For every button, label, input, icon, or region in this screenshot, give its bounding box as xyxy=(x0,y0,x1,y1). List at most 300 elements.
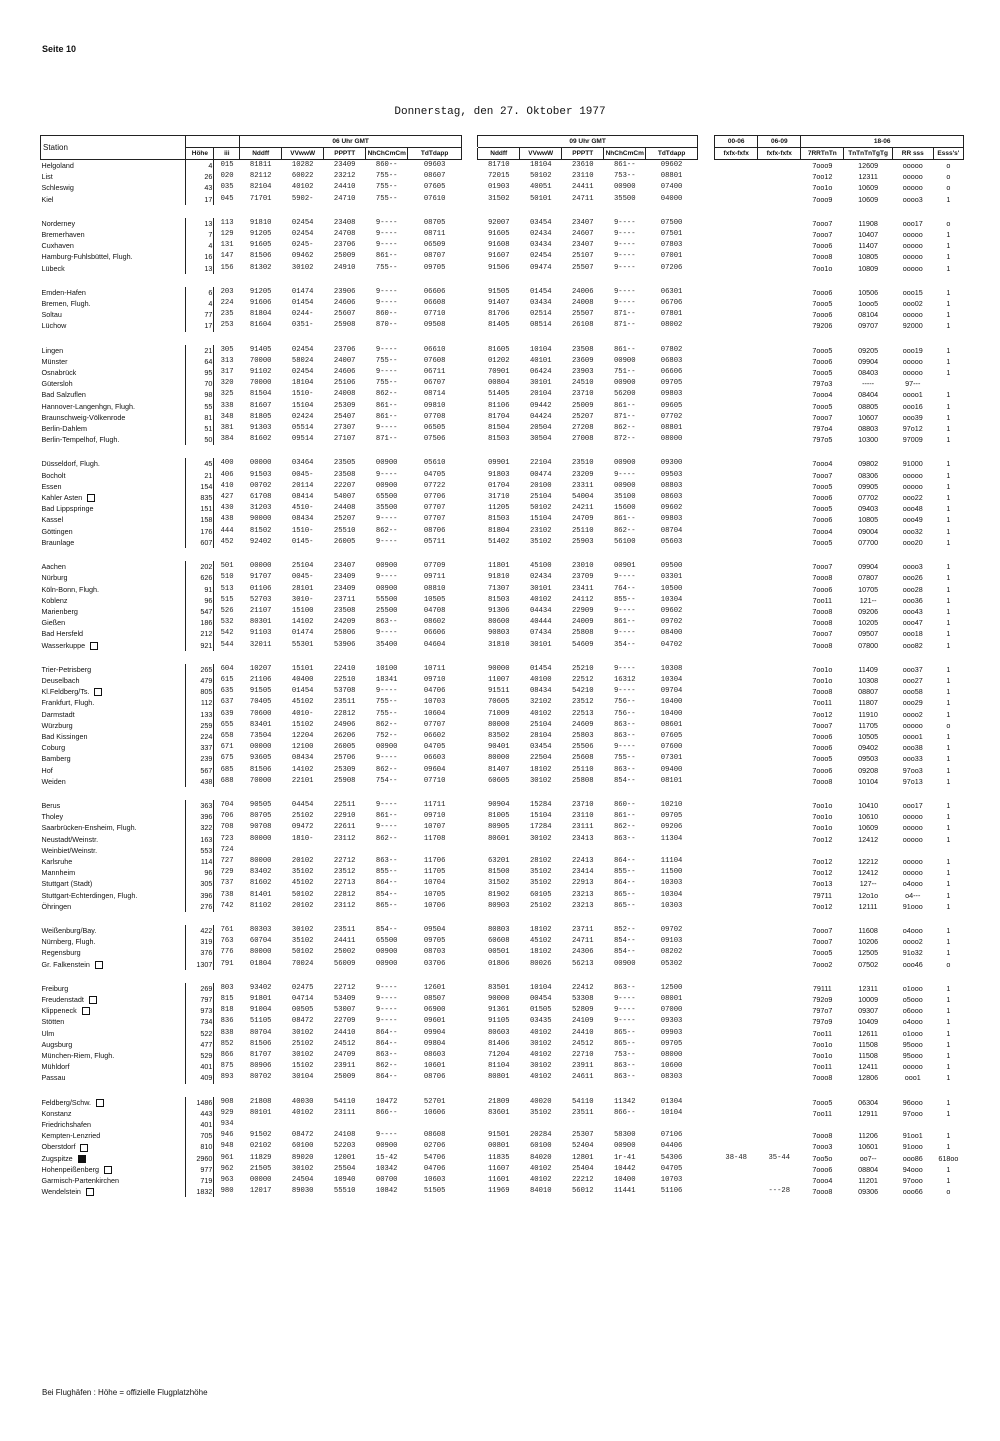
station-hoehe: 239 xyxy=(186,753,214,764)
rr24-value: ooo20 xyxy=(902,537,923,547)
gust-06-09 xyxy=(758,720,801,731)
station-name-cell xyxy=(41,720,186,731)
station-name: Stuttgart-Echterdingen, Flugh. xyxy=(41,890,138,900)
clouds-06 xyxy=(366,1119,408,1130)
tdapp-09: 09300 xyxy=(660,459,683,468)
rr24-value xyxy=(892,1119,933,1130)
tdapp-09: 11500 xyxy=(660,868,683,877)
station-id: 131 xyxy=(220,241,234,250)
nddff-09: 71204 xyxy=(487,1051,510,1060)
clouds-09 xyxy=(604,1119,646,1130)
tdapp-09: 09303 xyxy=(660,1017,683,1026)
ppptt-09: 23710 xyxy=(571,800,594,809)
tdapp-06: 08507 xyxy=(423,995,446,1003)
station-name: München-Riem, Flugh. xyxy=(41,1051,115,1061)
station-name: Zugspitze xyxy=(41,1153,73,1163)
spacer-cell xyxy=(697,1130,714,1141)
spacer-cell xyxy=(697,423,714,434)
station-name: Bad Kissingen xyxy=(41,731,88,741)
vvwww-09 xyxy=(520,1119,562,1130)
tdapp-09: 10400 xyxy=(660,709,683,718)
gust-00-06 xyxy=(715,401,758,412)
spacer-cell xyxy=(697,697,714,708)
station-name-cell xyxy=(41,947,186,958)
ppptt-09: 24609 xyxy=(571,720,594,729)
nddff-09: 81503 xyxy=(487,435,510,444)
gust-00-06 xyxy=(715,606,758,617)
clouds-09: 854-- xyxy=(613,948,636,957)
ppptt-06: 25806 xyxy=(333,629,356,638)
esss-value: 1 xyxy=(946,537,951,547)
station-name-cell xyxy=(41,287,186,298)
vvwww-06: 4010- xyxy=(291,709,314,718)
gust-06-09 xyxy=(758,389,801,400)
ppptt-09: 25110 xyxy=(571,526,594,535)
7rr-value: 7ooo5 xyxy=(812,504,833,514)
ppptt-06: 25607 xyxy=(333,310,356,319)
nddff-09: 11007 xyxy=(487,675,510,684)
nddff-09: 90000 xyxy=(487,664,510,673)
vvwww-06: 02454 xyxy=(291,368,314,377)
gust-06-09 xyxy=(758,1097,801,1108)
station-id: 444 xyxy=(220,526,234,535)
station-hoehe: 55 xyxy=(186,401,214,412)
station-name: Friedrichshafen xyxy=(41,1120,92,1130)
esss-value: 1 xyxy=(946,606,951,616)
station-id: 604 xyxy=(220,664,234,673)
station-name-cell xyxy=(41,1175,186,1186)
gust-00-06 xyxy=(715,367,758,378)
ppptt-09: 54609 xyxy=(571,640,594,649)
esss-value: 1 xyxy=(946,595,951,605)
tdapp-06: 09705 xyxy=(423,263,446,272)
table-row xyxy=(41,947,964,958)
row-spacer xyxy=(41,787,964,800)
7rr-value: 7ooo5 xyxy=(812,481,833,491)
clouds-09: 15600 xyxy=(613,504,636,513)
7rr-value: 7ooo3 xyxy=(812,1142,833,1152)
nddff-06: 82112 xyxy=(249,172,272,181)
gust-06-09 xyxy=(758,345,801,356)
nddff-06: 90000 xyxy=(249,515,272,524)
clouds-06: 9---- xyxy=(375,470,398,479)
rr24-value: ooo86 xyxy=(902,1153,923,1163)
mountain-station-box-icon xyxy=(82,1007,90,1015)
esss-value: 1 xyxy=(946,241,951,251)
ppptt-06: 24108 xyxy=(333,1131,356,1140)
esss-value: 1 xyxy=(946,584,951,594)
tdapp-09: 09704 xyxy=(660,687,683,696)
nddff-06: 80301 xyxy=(249,618,272,627)
nddff-09: 91511 xyxy=(487,687,510,696)
clouds-06: 9---- xyxy=(375,995,398,1003)
header-rr24: RR sss xyxy=(892,148,933,160)
clouds-09: 863-- xyxy=(613,834,636,843)
ppptt-06: 26005 xyxy=(333,743,356,752)
ppptt-09: 25506 xyxy=(571,743,594,752)
vvwww-09: 30102 xyxy=(529,1062,552,1071)
spacer-cell xyxy=(697,856,714,867)
gust-00-06 xyxy=(715,1072,758,1083)
table-row xyxy=(41,697,964,708)
clouds-09 xyxy=(604,845,646,856)
esss-value: 1 xyxy=(946,629,951,639)
table-row xyxy=(41,983,964,994)
table-row xyxy=(41,229,964,240)
nddff-06: 21106 xyxy=(249,675,272,684)
nddff-06: 81602 xyxy=(249,435,272,444)
7rr-value: 7ooo5 xyxy=(812,345,833,355)
tdapp-06: 06610 xyxy=(423,345,446,354)
station-id: 908 xyxy=(220,1097,234,1106)
rr24-value: o4--- xyxy=(905,890,921,900)
ppptt-09: 23710 xyxy=(571,390,594,399)
esss-value: 1 xyxy=(946,1062,951,1072)
vvwww-09: 08434 xyxy=(529,687,552,696)
rr24-value: 94ooo xyxy=(902,1164,923,1174)
spacer-cell xyxy=(462,1061,478,1072)
station-name: Mühldorf xyxy=(41,1062,70,1072)
vvwww-06: 15100 xyxy=(291,606,314,615)
tdapp-09: 03301 xyxy=(660,573,683,582)
tdapp-06: 08602 xyxy=(423,618,446,627)
esss-value: 1 xyxy=(946,765,951,775)
station-name-cell xyxy=(41,595,186,606)
station-name-cell xyxy=(41,640,186,651)
tmin-value: 08404 xyxy=(858,390,879,400)
rr24-value: 96ooo xyxy=(902,1097,923,1107)
ppptt-06: 25309 xyxy=(333,401,356,410)
clouds-09: 756-- xyxy=(613,709,636,718)
spacer-cell xyxy=(462,947,478,958)
nddff-09: 81704 xyxy=(487,412,510,421)
spacer-cell xyxy=(462,470,478,481)
rr24-value: 91ooo xyxy=(902,1142,923,1152)
nddff-09: 31502 xyxy=(487,879,510,888)
ppptt-06: 25309 xyxy=(333,765,356,774)
station-id: 615 xyxy=(220,675,234,684)
clouds-09: 863-- xyxy=(613,1062,636,1071)
gust-06-09 xyxy=(758,378,801,389)
table-row xyxy=(41,664,964,675)
station-hoehe: 977 xyxy=(186,1164,214,1175)
tdapp-09: 07301 xyxy=(660,754,683,763)
vvwww-09: 04434 xyxy=(529,606,552,615)
gust-06-09 xyxy=(758,514,801,525)
gust-00-06 xyxy=(715,664,758,675)
station-name-cell xyxy=(41,218,186,229)
clouds-06: 15-42 xyxy=(375,1153,398,1162)
7rr-value: 7ooo6 xyxy=(812,241,833,251)
tdapp-09: 10104 xyxy=(660,1108,683,1117)
tdapp-09: 07500 xyxy=(660,218,683,227)
spacer-cell xyxy=(462,218,478,229)
7rr-value: 7ooo9 xyxy=(812,194,833,204)
mountain-station-box-icon xyxy=(86,1188,94,1196)
station-hoehe: 409 xyxy=(186,1072,214,1083)
tdapp-06: 06602 xyxy=(423,731,446,740)
vvwww-06: 89030 xyxy=(291,1187,314,1196)
spacer-cell xyxy=(697,572,714,583)
ppptt-06: 24410 xyxy=(333,1028,356,1037)
nddff-09: 81406 xyxy=(487,1039,510,1048)
vvwww-06: 30102 xyxy=(291,263,314,272)
nddff-09: 91501 xyxy=(487,1131,510,1140)
gust-00-06 xyxy=(715,584,758,595)
tdapp-06: 10606 xyxy=(423,1108,446,1117)
station-name: Öhringen xyxy=(41,901,72,911)
nddff-06: 51105 xyxy=(249,1017,272,1026)
gust-00-06 xyxy=(715,481,758,492)
tmin-value: 08804 xyxy=(858,1164,879,1174)
ppptt-09: 24611 xyxy=(571,1073,594,1082)
station-name: Feldberg/Schw. xyxy=(41,1097,92,1107)
station-name: Wasserkuppe xyxy=(41,640,86,650)
gust-00-06 xyxy=(715,617,758,628)
spacer-cell xyxy=(697,606,714,617)
clouds-06: 00900 xyxy=(375,1142,398,1151)
tmin-value: 10409 xyxy=(858,1017,879,1027)
gust-06-09 xyxy=(758,709,801,720)
station-id: 129 xyxy=(220,230,234,239)
spacer-cell xyxy=(462,731,478,742)
tmin-value: 12311 xyxy=(858,983,878,993)
vvwww-09: 20104 xyxy=(529,390,552,399)
spacer-cell xyxy=(697,171,714,182)
esss-value: o xyxy=(946,161,951,170)
7rr-value: 7ooo6 xyxy=(812,1164,833,1174)
spacer-cell xyxy=(697,800,714,811)
esss-value xyxy=(933,1119,963,1130)
spacer-cell xyxy=(462,345,478,356)
table-row xyxy=(41,1005,964,1016)
nddff-06: 11829 xyxy=(249,1153,272,1162)
gust-00-06 xyxy=(715,240,758,251)
esss-value: 1 xyxy=(946,709,951,719)
vvwww-06: 05514 xyxy=(291,424,314,433)
station-name-cell xyxy=(41,628,186,639)
nddff-06: 00000 xyxy=(249,1176,272,1185)
vvwww-06: 18104 xyxy=(291,379,314,388)
clouds-09: 866-- xyxy=(613,1108,636,1117)
clouds-06: 35400 xyxy=(375,640,398,649)
vvwww-09: 02434 xyxy=(529,230,552,239)
ppptt-09: 23407 xyxy=(571,241,594,250)
vvwww-09: 23102 xyxy=(529,526,552,535)
spacer-cell xyxy=(697,1005,714,1016)
tdapp-09: 04406 xyxy=(660,1142,683,1151)
clouds-09: 00900 xyxy=(613,183,636,192)
station-hoehe: 95 xyxy=(186,367,214,378)
ppptt-06: 12001 xyxy=(333,1153,356,1162)
ppptt-06: 24709 xyxy=(333,1051,356,1060)
clouds-06: 870-- xyxy=(375,321,398,330)
spacer-cell xyxy=(697,890,714,901)
nddff-09: 81106 xyxy=(487,401,510,410)
gust-06-09 xyxy=(758,901,801,912)
station-hoehe: 276 xyxy=(186,901,214,912)
rr24-value: 97o12 xyxy=(902,424,923,434)
clouds-06: 9---- xyxy=(375,537,398,546)
vvwww-06: 08472 xyxy=(291,1131,314,1140)
7rr-value: 7ooo7 xyxy=(812,230,833,240)
nddff-09: 91810 xyxy=(487,573,510,582)
gust-06-09 xyxy=(758,1175,801,1186)
table-row xyxy=(41,572,964,583)
station-id: 515 xyxy=(220,595,234,604)
station-name: Bamberg xyxy=(41,754,71,764)
7rr-value: 797o5 xyxy=(812,435,833,445)
clouds-09: 871-- xyxy=(613,310,636,319)
station-name: Bad Hersfeld xyxy=(41,629,84,639)
spacer-cell xyxy=(462,1153,478,1164)
vvwww-09: 45100 xyxy=(529,562,552,571)
station-name-cell xyxy=(41,160,186,172)
nddff-09: 01806 xyxy=(487,959,510,968)
ppptt-06: 54007 xyxy=(333,493,356,502)
7rr-value: 7ooo5 xyxy=(812,948,833,958)
vvwww-06: 22101 xyxy=(291,776,314,785)
station-hoehe: 401 xyxy=(186,1119,214,1130)
tmin-value xyxy=(844,1119,892,1130)
tdapp-09: 08303 xyxy=(660,1073,683,1082)
station-hoehe: 81 xyxy=(186,412,214,423)
ppptt-06: 55510 xyxy=(333,1187,356,1196)
vvwww-06: 15101 xyxy=(291,664,314,673)
vvwww-09: 01454 xyxy=(529,287,552,296)
station-name-cell xyxy=(41,514,186,525)
tdapp-06 xyxy=(408,1119,462,1130)
clouds-06: 9---- xyxy=(375,983,398,992)
tdapp-09: 08801 xyxy=(660,172,683,181)
7rr-value: 797o7 xyxy=(812,1006,833,1016)
tdapp-06: 09603 xyxy=(423,161,446,169)
ppptt-09: 23111 xyxy=(571,823,594,832)
table-row xyxy=(41,765,964,776)
station-name-cell xyxy=(41,378,186,389)
gust-06-09 xyxy=(758,731,801,742)
clouds-06: 9---- xyxy=(375,345,398,354)
station-name-cell xyxy=(41,834,186,845)
tdapp-06: 06603 xyxy=(423,754,446,763)
spacer-cell xyxy=(697,901,714,912)
7rr-value: 7ooo8 xyxy=(812,776,833,786)
station-name: Bremen, Flugh. xyxy=(41,299,91,309)
spacer-cell xyxy=(697,867,714,878)
gust-00-06 xyxy=(715,572,758,583)
ppptt-06: 25504 xyxy=(333,1164,356,1173)
nddff-09: 01903 xyxy=(487,183,510,192)
tdapp-06: 07708 xyxy=(423,412,446,421)
7rr-value: 7ooo8 xyxy=(812,1073,833,1083)
tmin-value: 12411 xyxy=(858,1062,878,1072)
clouds-06: 755-- xyxy=(375,172,398,181)
station-hoehe: 401 xyxy=(186,1061,214,1072)
gust-00-06 xyxy=(715,1061,758,1072)
7rr-value xyxy=(801,845,844,856)
clouds-06: 18341 xyxy=(375,675,398,684)
ppptt-06: 52203 xyxy=(333,1142,356,1151)
spacer-cell xyxy=(697,1061,714,1072)
vvwww-09: 50102 xyxy=(529,172,552,181)
7rr-value: 7ooo6 xyxy=(812,584,833,594)
7rr-value: 7ooo8 xyxy=(812,687,833,697)
gust-06-09: ---28 xyxy=(768,1187,791,1196)
gust-06-09 xyxy=(758,182,801,193)
station-hoehe: 810 xyxy=(186,1141,214,1152)
nddff-09: 71307 xyxy=(487,584,510,593)
ppptt-09: 25210 xyxy=(571,664,594,673)
clouds-06: 755-- xyxy=(375,698,398,707)
7rr-value: 7ooo8 xyxy=(812,1187,833,1197)
station-hoehe: 17 xyxy=(186,194,214,205)
clouds-09: 862-- xyxy=(613,424,636,433)
nddff-09: 81500 xyxy=(487,868,510,877)
station-hoehe: 64 xyxy=(186,356,214,367)
station-hoehe: 13 xyxy=(186,263,214,274)
ppptt-09: 24112 xyxy=(571,595,594,604)
tmin-value: 12111 xyxy=(858,901,878,911)
ppptt-09: 23510 xyxy=(571,459,594,468)
nddff-06: 93402 xyxy=(249,983,272,992)
spacer-cell xyxy=(462,526,478,537)
table-row xyxy=(41,800,964,811)
vvwww-09: 30504 xyxy=(529,435,552,444)
nddff-09: 00804 xyxy=(487,379,510,388)
clouds-06: 854-- xyxy=(375,925,398,934)
tdapp-06: 07506 xyxy=(423,435,446,444)
clouds-09: 11342 xyxy=(613,1097,636,1106)
gust-06-09: 35-44 xyxy=(768,1153,791,1162)
tmin-value: 10809 xyxy=(858,263,879,273)
clouds-06: 755-- xyxy=(375,183,398,192)
station-id: 224 xyxy=(220,299,234,308)
station-hoehe: 547 xyxy=(186,606,214,617)
ppptt-09: 25608 xyxy=(571,754,594,763)
clouds-09: 9---- xyxy=(613,230,636,239)
station-name-cell xyxy=(41,686,186,697)
clouds-06: 864-- xyxy=(375,1028,398,1037)
rr24-value: ooo27 xyxy=(902,675,923,685)
tdapp-09: 06803 xyxy=(660,356,683,365)
rr24-value: 91ooo xyxy=(902,901,923,911)
vvwww-09: 00454 xyxy=(529,995,552,1003)
gust-06-09 xyxy=(758,537,801,548)
vvwww-06: 01454 xyxy=(291,299,314,308)
station-hoehe: 96 xyxy=(186,867,214,878)
7rr-value: 7ooo8 xyxy=(812,252,833,262)
ppptt-06: 25510 xyxy=(333,526,356,535)
clouds-06: 00900 xyxy=(375,584,398,593)
station-id: 452 xyxy=(220,537,234,546)
nddff-09: 92007 xyxy=(487,218,510,227)
station-name: Bad Lippspringe xyxy=(41,504,94,514)
nddff-06 xyxy=(240,845,282,856)
tdapp-09: 09702 xyxy=(660,925,683,934)
nddff-06: 00000 xyxy=(249,743,272,752)
clouds-06: 860-- xyxy=(375,310,398,319)
rr24-value: ooo46 xyxy=(902,959,923,969)
tmin-value: 10407 xyxy=(858,230,879,240)
vvwww-06: 30104 xyxy=(291,1073,314,1082)
station-name-cell xyxy=(41,664,186,675)
spacer-cell xyxy=(697,686,714,697)
mountain-station-box-icon xyxy=(87,494,95,502)
table-row xyxy=(41,287,964,298)
nddff-09: 21809 xyxy=(487,1097,510,1106)
station-name: Freiburg xyxy=(41,983,69,993)
tmin-value: 10410 xyxy=(858,800,879,810)
